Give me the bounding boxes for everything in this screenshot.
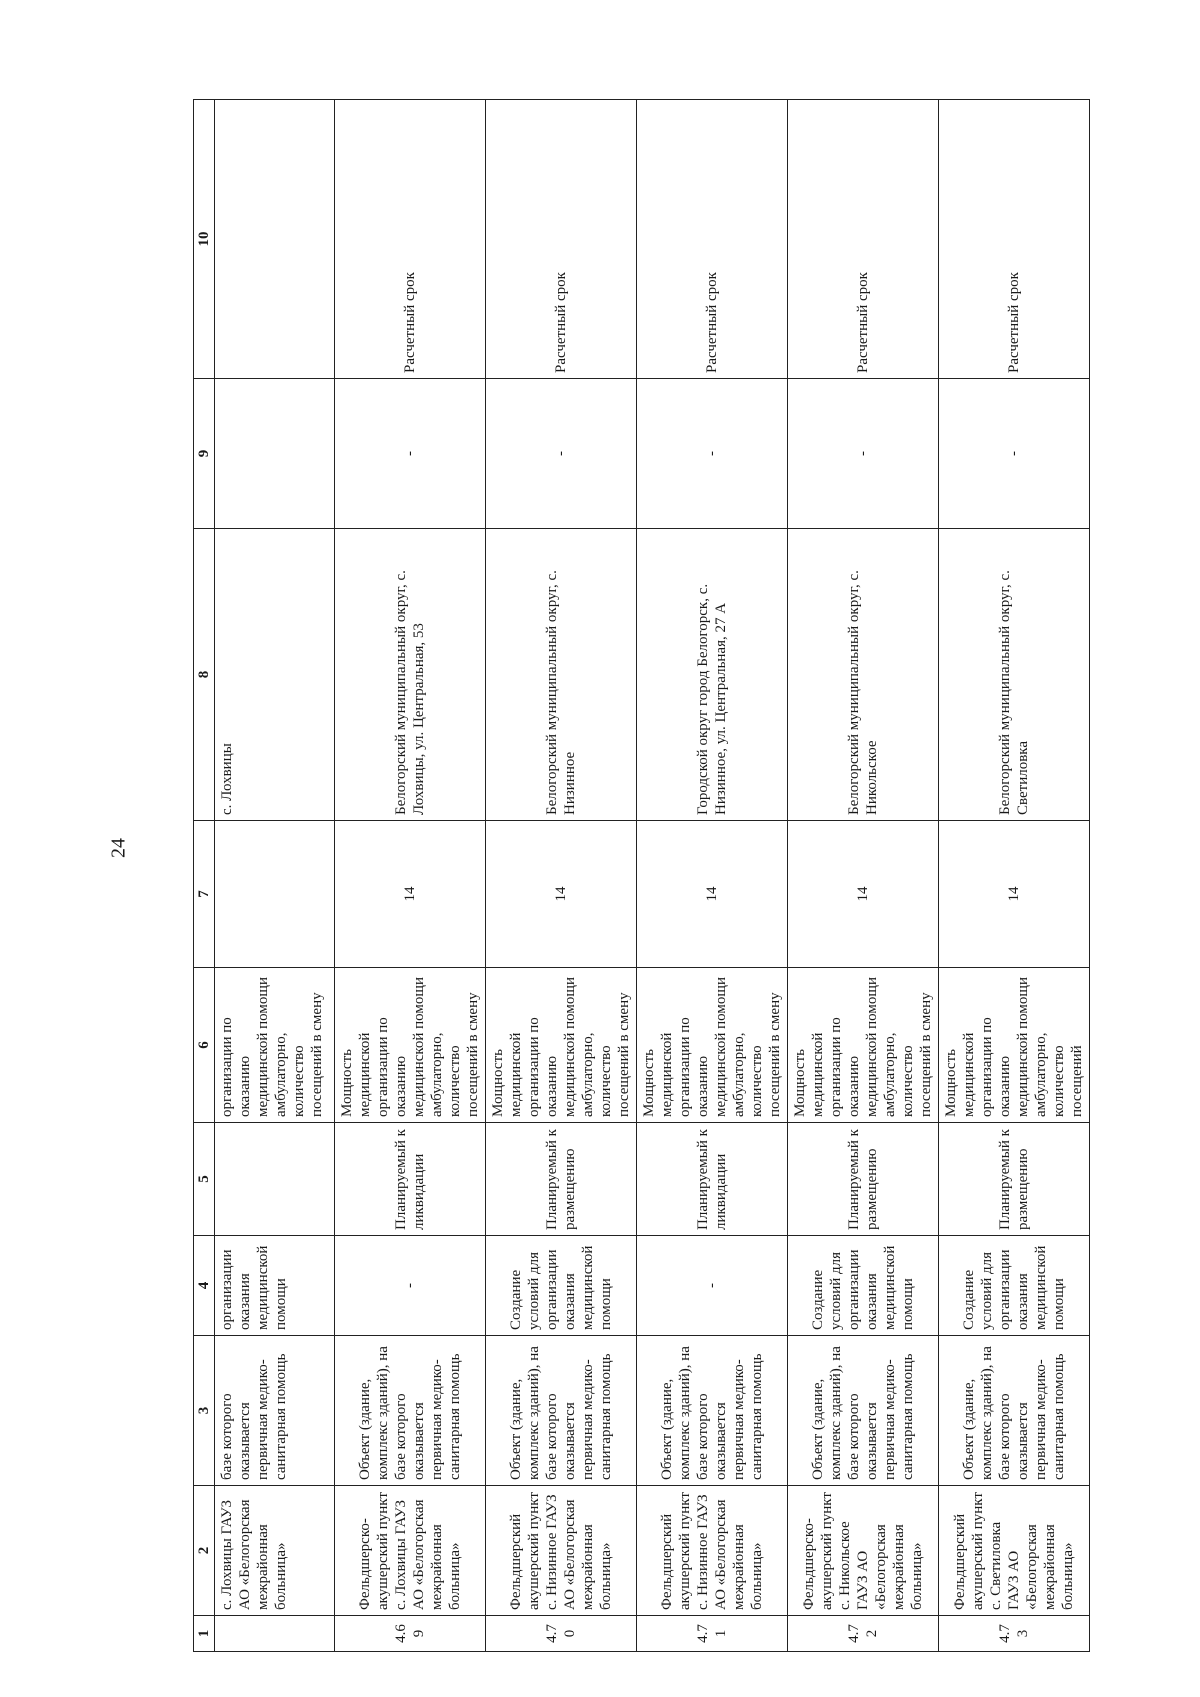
- implementation-term: Расчетный срок: [486, 100, 637, 379]
- zone-type: -: [939, 379, 1090, 529]
- capacity-value: 14: [486, 821, 637, 968]
- object-location: Белогорский муниципальный округ, с. Светиловка: [939, 529, 1090, 821]
- header-col-3: 3: [194, 1336, 215, 1486]
- table-row: [637, 100, 788, 1652]
- row-number: 4.71: [637, 1616, 788, 1652]
- object-purpose: организации оказания медицинской помощи: [215, 1236, 335, 1336]
- zone-type: -: [637, 379, 788, 529]
- object-location: Белогорский муниципальный округ, с. Низинное: [486, 529, 637, 821]
- object-name: Фельдшерско-акушерский пункт с. Лохвицы ГАУЗ АО «Белогорская межрайонная больница»: [335, 1486, 486, 1616]
- header-col-5: 5: [194, 1123, 215, 1236]
- header-col-4: 4: [194, 1236, 215, 1336]
- implementation-term: Расчетный срок: [637, 100, 788, 379]
- object-purpose: -: [637, 1236, 788, 1336]
- implementation-term: Расчетный срок: [335, 100, 486, 379]
- header-col-9: 9: [194, 379, 215, 529]
- zone-type: -: [486, 379, 637, 529]
- page-number: 24: [107, 838, 130, 858]
- zone-type: -: [788, 379, 939, 529]
- object-name: Фельдшерско-акушерский пункт с. Никольское ГАУЗ АО «Белогорская межрайонная больница»: [788, 1486, 939, 1616]
- table-row: [215, 100, 335, 1652]
- object-name: Фельдшерский акушерский пункт с. Низинное ГАУЗ АО «Белогорская межрайонная больница»: [486, 1486, 637, 1616]
- capacity-value: 14: [939, 821, 1090, 968]
- implementation-term: Расчетный срок: [939, 100, 1090, 379]
- object-type: Объект (здание, комплекс зданий), на базе которого оказывается первичная медико-санитарная помощь: [637, 1336, 788, 1486]
- capacity-description: Мощность медицинской организации по оказанию медицинской помощи амбулаторно, количество посещений: [939, 968, 1090, 1123]
- header-col-10: 10: [194, 100, 215, 379]
- object-location: Городской округ город Белогорск, с. Низинное, ул. Центральная, 27 А: [637, 529, 788, 821]
- object-status: Планируемый к размещению: [788, 1123, 939, 1236]
- capacity-value: [215, 821, 335, 968]
- row-number: 4.69: [335, 1616, 486, 1652]
- object-status: [215, 1123, 335, 1236]
- implementation-term: [215, 100, 335, 379]
- table-row: [788, 100, 939, 1652]
- zone-type: [215, 379, 335, 529]
- object-location: с. Лохвицы: [215, 529, 335, 821]
- object-purpose: Создание условий для организации оказания медицинской помощи: [939, 1236, 1090, 1336]
- capacity-description: Мощность медицинской организации по оказанию медицинской помощи амбулаторно, количество посещений в смену: [486, 968, 637, 1123]
- capacity-description: организации по оказанию медицинской помощи амбулаторно, количество посещений в смену: [215, 968, 335, 1123]
- object-type: Объект (здание, комплекс зданий), на базе которого оказывается первичная медико-санитарная помощь: [939, 1336, 1090, 1486]
- capacity-value: 14: [637, 821, 788, 968]
- capacity-value: 14: [335, 821, 486, 968]
- row-number: 4.73: [939, 1616, 1090, 1652]
- objects-table: [193, 99, 1090, 1652]
- object-type: базе которого оказывается первичная медико-санитарная помощь: [215, 1336, 335, 1486]
- object-name: Фельдшерский акушерский пункт с. Низинное ГАУЗ АО «Белогорская межрайонная больница»: [637, 1486, 788, 1616]
- object-status: Планируемый к размещению: [486, 1123, 637, 1236]
- object-name: с. Лохвицы ГАУЗ АО «Белогорская межрайонная больница»: [215, 1486, 335, 1616]
- object-status: Планируемый к ликвидации: [335, 1123, 486, 1236]
- capacity-description: Мощность медицинской организации по оказанию медицинской помощи амбулаторно, количество посещений в смену: [637, 968, 788, 1123]
- object-location: Белогорский муниципальный округ, с. Никольское: [788, 529, 939, 821]
- table-row: [939, 100, 1090, 1652]
- object-purpose: Создание условий для организации оказания медицинской помощи: [788, 1236, 939, 1336]
- object-purpose: -: [335, 1236, 486, 1336]
- header-row: [194, 100, 215, 1652]
- table-row: [335, 100, 486, 1652]
- header-col-7: 7: [194, 821, 215, 968]
- rotated-table-container: [193, 100, 1087, 1652]
- header-col-1: 1: [194, 1616, 215, 1652]
- object-type: Объект (здание, комплекс зданий), на базе которого оказывается первичная медико-санитарная помощь: [335, 1336, 486, 1486]
- table-row: [486, 100, 637, 1652]
- row-number: 4.70: [486, 1616, 637, 1652]
- zone-type: -: [335, 379, 486, 529]
- object-type: Объект (здание, комплекс зданий), на базе которого оказывается первичная медико-санитарная помощь: [788, 1336, 939, 1486]
- object-type: Объект (здание, комплекс зданий), на базе которого оказывается первичная медико-санитарная помощь: [486, 1336, 637, 1486]
- capacity-description: Мощность медицинской организации по оказанию медицинской помощи амбулаторно, количество посещений в смену: [335, 968, 486, 1123]
- object-location: Белогорский муниципальный округ, с. Лохвицы, ул. Центральная, 53: [335, 529, 486, 821]
- object-purpose: Создание условий для организации оказания медицинской помощи: [486, 1236, 637, 1336]
- header-col-2: 2: [194, 1486, 215, 1616]
- object-name: Фельдшерский акушерский пункт с. Светиловка ГАУЗ АО «Белогорская межрайонная больница»: [939, 1486, 1090, 1616]
- row-number: 4.72: [788, 1616, 939, 1652]
- implementation-term: Расчетный срок: [788, 100, 939, 379]
- capacity-description: Мощность медицинской организации по оказанию медицинской помощи амбулаторно, количество посещений в смену: [788, 968, 939, 1123]
- object-status: Планируемый к ликвидации: [637, 1123, 788, 1236]
- capacity-value: 14: [788, 821, 939, 968]
- object-status: Планируемый к размещению: [939, 1123, 1090, 1236]
- header-col-6: 6: [194, 968, 215, 1123]
- row-number: [215, 1616, 335, 1652]
- header-col-8: 8: [194, 529, 215, 821]
